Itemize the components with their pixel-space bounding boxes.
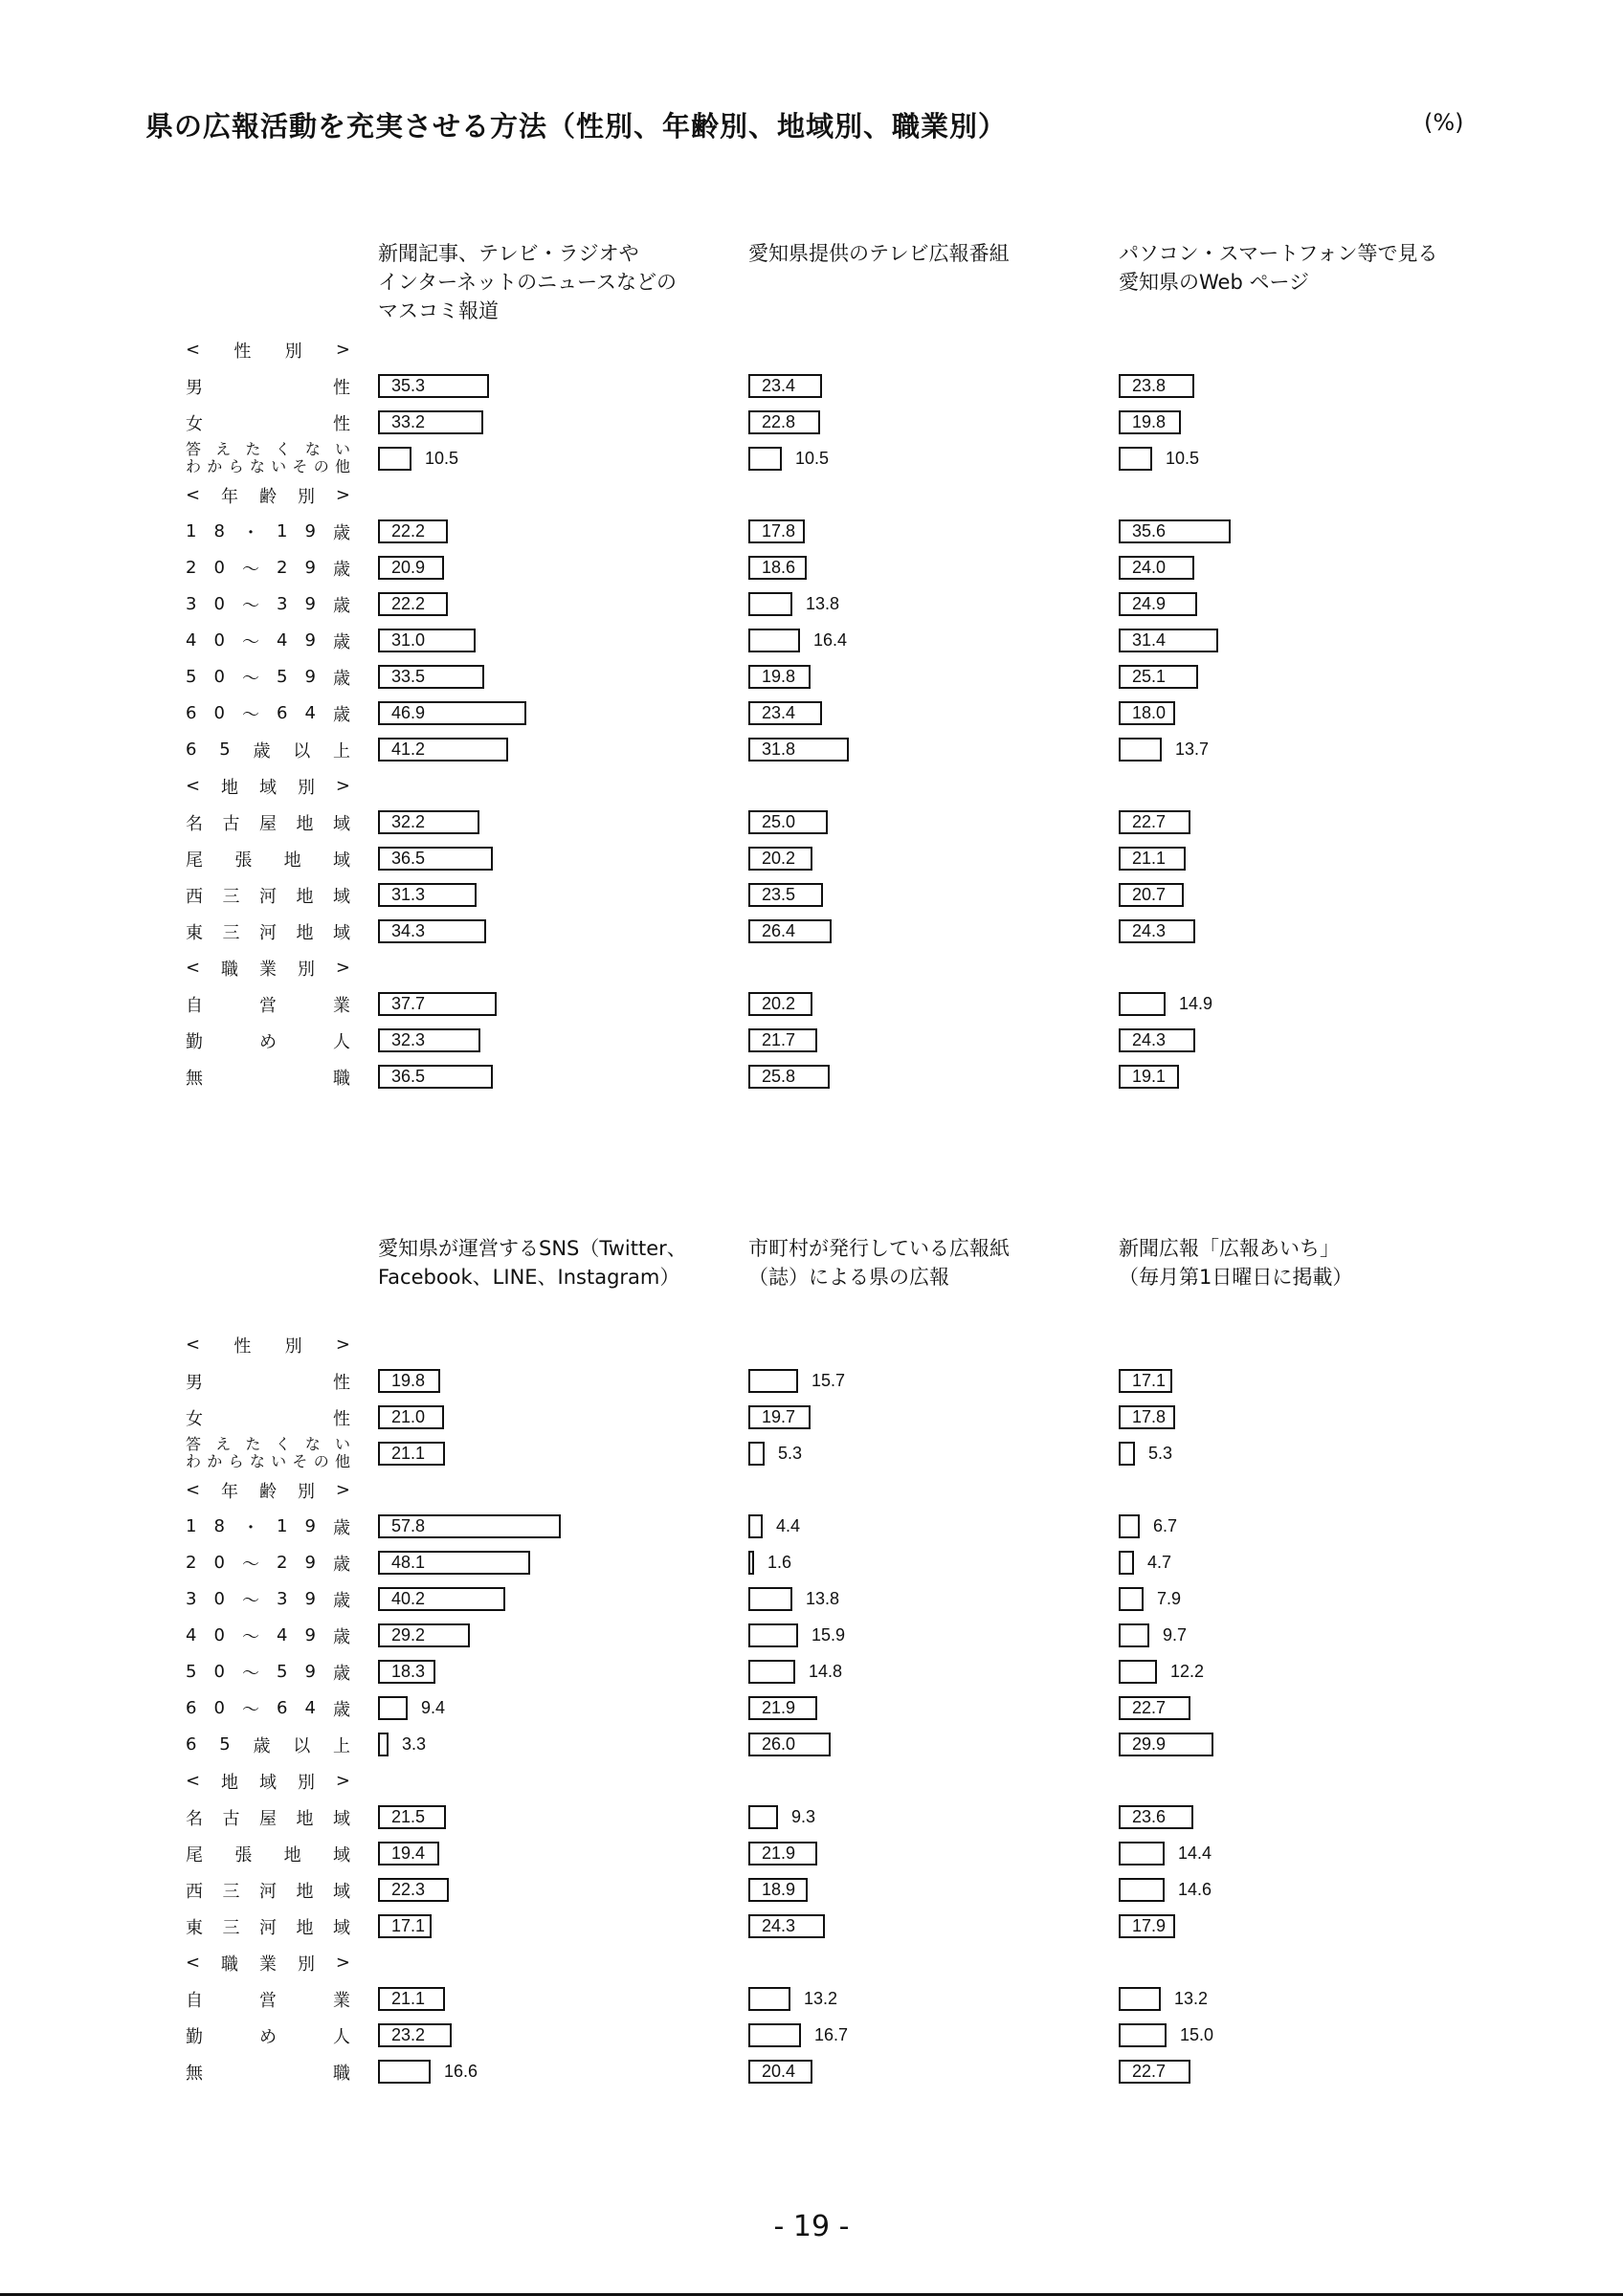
data-label: 33.2 bbox=[391, 412, 426, 431]
data-label: 22.7 bbox=[1132, 812, 1167, 831]
data-label: 29.2 bbox=[391, 1625, 426, 1645]
row-label: 自 営 業 bbox=[186, 995, 350, 1016]
data-label: 31.8 bbox=[762, 740, 796, 759]
bar bbox=[748, 1587, 792, 1611]
data-label: 19.4 bbox=[391, 1843, 426, 1863]
data-label: 24.9 bbox=[1132, 594, 1167, 613]
bar bbox=[378, 1696, 408, 1720]
data-label: 14.4 bbox=[1178, 1843, 1212, 1863]
bar bbox=[748, 1660, 795, 1684]
data-label: 17.8 bbox=[1132, 1407, 1167, 1426]
bar bbox=[748, 629, 800, 652]
row-label: 1 8 ・ 1 9 歳 bbox=[186, 521, 350, 543]
data-label: 19.8 bbox=[391, 1371, 426, 1390]
row-label: 5 0 ～ 5 9 歳 bbox=[186, 1662, 350, 1684]
data-label: 34.3 bbox=[391, 921, 426, 940]
data-label: 26.0 bbox=[762, 1734, 796, 1754]
data-label: 22.3 bbox=[391, 1880, 426, 1899]
data-label: 16.4 bbox=[813, 630, 848, 650]
column-header: 新聞記事、テレビ・ラジオや インターネットのニュースなどの マスコミ報道 bbox=[378, 242, 678, 322]
data-label: 17.8 bbox=[762, 521, 796, 541]
row-label: 勤 め 人 bbox=[186, 1031, 350, 1052]
data-label: 21.1 bbox=[1132, 849, 1167, 868]
row-label: 3 0 ～ 3 9 歳 bbox=[186, 594, 350, 616]
bar bbox=[748, 1442, 765, 1466]
section-label: < 職 業 別 > bbox=[186, 958, 350, 980]
page-title: 県の広報活動を充実させる方法（性別、年齢別、地域別、職業別） bbox=[145, 110, 1008, 143]
data-label: 18.9 bbox=[762, 1880, 796, 1899]
data-label: 24.0 bbox=[1132, 558, 1167, 577]
data-label: 21.5 bbox=[391, 1807, 426, 1826]
data-label: 24.3 bbox=[1132, 921, 1167, 940]
data-label: 22.7 bbox=[1132, 1698, 1167, 1717]
bar bbox=[1119, 1442, 1135, 1466]
bar bbox=[1119, 738, 1162, 762]
row-label: 名 古 屋 地 域 bbox=[186, 813, 350, 834]
bar bbox=[1119, 992, 1166, 1016]
data-label: 15.9 bbox=[812, 1625, 846, 1645]
data-label: 23.6 bbox=[1132, 1807, 1167, 1826]
bar bbox=[1119, 1987, 1161, 2011]
data-label: 9.4 bbox=[421, 1698, 446, 1717]
bar bbox=[748, 1623, 798, 1647]
bar bbox=[1119, 1660, 1157, 1684]
data-label: 3.3 bbox=[402, 1734, 427, 1754]
data-label: 10.5 bbox=[1166, 449, 1200, 468]
row-label: 6 0 ～ 6 4 歳 bbox=[186, 703, 350, 725]
row-label: 名 古 屋 地 域 bbox=[186, 1808, 350, 1829]
data-label: 21.9 bbox=[762, 1698, 796, 1717]
data-label: 10.5 bbox=[795, 449, 830, 468]
data-label: 24.3 bbox=[1132, 1030, 1167, 1049]
data-label: 32.2 bbox=[391, 812, 426, 831]
data-label: 22.8 bbox=[762, 412, 796, 431]
section-label: < 職 業 別 > bbox=[186, 1953, 350, 1975]
bar bbox=[378, 1733, 389, 1756]
row-label: 5 0 ～ 5 9 歳 bbox=[186, 667, 350, 689]
data-label: 12.2 bbox=[1170, 1662, 1205, 1681]
data-label: 31.0 bbox=[391, 630, 426, 650]
row-label-line: わ か ら な い そ の 他 bbox=[186, 1452, 350, 1470]
data-label: 37.7 bbox=[391, 994, 426, 1013]
bar bbox=[1119, 1587, 1144, 1611]
data-label: 57.8 bbox=[391, 1516, 426, 1535]
data-label: 36.5 bbox=[391, 1067, 426, 1086]
bar bbox=[748, 1987, 790, 2011]
row-label: 3 0 ～ 3 9 歳 bbox=[186, 1589, 350, 1611]
bar bbox=[1119, 1514, 1140, 1538]
data-label: 6.7 bbox=[1153, 1516, 1178, 1535]
data-label: 13.7 bbox=[1175, 740, 1210, 759]
row-label: 西 三 河 地 域 bbox=[186, 886, 350, 907]
data-label: 22.2 bbox=[391, 594, 426, 613]
data-label: 31.3 bbox=[391, 885, 426, 904]
data-label: 29.9 bbox=[1132, 1734, 1167, 1754]
data-label: 4.4 bbox=[776, 1516, 801, 1535]
row-label: 女 性 bbox=[186, 413, 350, 434]
data-label: 23.4 bbox=[762, 376, 796, 395]
row-label: 無 職 bbox=[186, 2063, 350, 2084]
row-label: 2 0 ～ 2 9 歳 bbox=[186, 1553, 350, 1575]
section-label: < 年 齢 別 > bbox=[186, 485, 350, 507]
row-label: 尾 張 地 域 bbox=[186, 1844, 350, 1866]
bar bbox=[748, 1514, 763, 1538]
row-label: 勤 め 人 bbox=[186, 2026, 350, 2047]
data-label: 13.8 bbox=[806, 1589, 840, 1608]
chart-panel-top bbox=[0, 220, 1623, 1100]
bar bbox=[748, 1551, 754, 1575]
row-label: 西 三 河 地 域 bbox=[186, 1881, 350, 1902]
data-label: 21.7 bbox=[762, 1030, 796, 1049]
data-label: 48.1 bbox=[391, 1553, 426, 1572]
row-label: 尾 張 地 域 bbox=[186, 850, 350, 871]
unit-label: (%) bbox=[1424, 109, 1464, 136]
row-label: 6 5 歳 以 上 bbox=[186, 740, 350, 762]
row-label: 自 営 業 bbox=[186, 1990, 350, 2011]
data-label: 25.0 bbox=[762, 812, 796, 831]
data-label: 5.3 bbox=[778, 1444, 803, 1463]
row-label: 1 8 ・ 1 9 歳 bbox=[186, 1516, 350, 1538]
row-label: 4 0 ～ 4 9 歳 bbox=[186, 1625, 350, 1647]
bar bbox=[1119, 447, 1152, 471]
row-label: 東 三 河 地 域 bbox=[186, 1917, 350, 1938]
data-label: 19.8 bbox=[1132, 412, 1167, 431]
data-label: 26.4 bbox=[762, 921, 796, 940]
data-label: 19.7 bbox=[762, 1407, 796, 1426]
bar bbox=[748, 592, 792, 616]
data-label: 25.8 bbox=[762, 1067, 796, 1086]
data-label: 36.5 bbox=[391, 849, 426, 868]
bar bbox=[1119, 1842, 1165, 1866]
bar bbox=[748, 1805, 778, 1829]
bar bbox=[1119, 1623, 1149, 1647]
data-label: 7.9 bbox=[1157, 1589, 1182, 1608]
page-number: - 19 - bbox=[773, 2210, 850, 2243]
row-label-line: 答 え た く な い bbox=[186, 440, 350, 458]
data-label: 18.0 bbox=[1132, 703, 1167, 722]
row-label bbox=[186, 441, 350, 475]
data-label: 23.8 bbox=[1132, 376, 1167, 395]
data-label: 16.7 bbox=[814, 2025, 849, 2044]
data-label: 23.5 bbox=[762, 885, 796, 904]
section-label: < 地 域 別 > bbox=[186, 776, 350, 798]
data-label: 35.6 bbox=[1132, 521, 1167, 541]
row-label: 2 0 ～ 2 9 歳 bbox=[186, 558, 350, 580]
bar bbox=[748, 447, 782, 471]
data-label: 15.7 bbox=[812, 1371, 846, 1390]
data-label: 21.1 bbox=[391, 1444, 426, 1463]
data-label: 22.2 bbox=[391, 521, 426, 541]
row-label: 女 性 bbox=[186, 1408, 350, 1429]
data-label: 21.0 bbox=[391, 1407, 426, 1426]
bar bbox=[378, 2060, 431, 2084]
data-label: 13.2 bbox=[804, 1989, 838, 2008]
data-label: 41.2 bbox=[391, 740, 426, 759]
column-header: 市町村が発行している広報紙 （誌）による県の広報 bbox=[748, 1237, 1010, 1289]
data-label: 33.5 bbox=[391, 667, 426, 686]
data-label: 20.2 bbox=[762, 849, 796, 868]
data-label: 31.4 bbox=[1132, 630, 1167, 650]
section-label: < 地 域 別 > bbox=[186, 1771, 350, 1793]
data-label: 14.9 bbox=[1179, 994, 1213, 1013]
section-label: < 性 別 > bbox=[186, 1335, 350, 1357]
row-label: 6 0 ～ 6 4 歳 bbox=[186, 1698, 350, 1720]
data-label: 5.3 bbox=[1148, 1444, 1173, 1463]
data-label: 40.2 bbox=[391, 1589, 426, 1608]
column-header: 新聞広報「広報あいち」 （毎月第1日曜日に掲載） bbox=[1119, 1237, 1353, 1289]
data-label: 25.1 bbox=[1132, 667, 1167, 686]
column-header: 愛知県が運営するSNS（Twitter、 Facebook、LINE、Instagram） bbox=[378, 1237, 687, 1289]
data-label: 1.6 bbox=[767, 1553, 792, 1572]
section-label: < 性 別 > bbox=[186, 340, 350, 362]
row-label: 東 三 河 地 域 bbox=[186, 922, 350, 943]
data-label: 18.3 bbox=[391, 1662, 426, 1681]
bar bbox=[378, 447, 411, 471]
data-label: 17.9 bbox=[1132, 1916, 1167, 1935]
data-label: 20.4 bbox=[762, 2062, 796, 2081]
row-label: 男 性 bbox=[186, 377, 350, 398]
data-label: 23.2 bbox=[391, 2025, 426, 2044]
section-label: < 年 齢 別 > bbox=[186, 1480, 350, 1502]
row-label-line: わ か ら な い そ の 他 bbox=[186, 457, 350, 475]
data-label: 14.8 bbox=[809, 1662, 843, 1681]
data-label: 19.1 bbox=[1132, 1067, 1167, 1086]
data-label: 20.2 bbox=[762, 994, 796, 1013]
data-label: 22.7 bbox=[1132, 2062, 1167, 2081]
data-label: 17.1 bbox=[391, 1916, 426, 1935]
data-label: 23.4 bbox=[762, 703, 796, 722]
data-label: 16.6 bbox=[444, 2062, 478, 2081]
row-label: 4 0 ～ 4 9 歳 bbox=[186, 630, 350, 652]
data-label: 13.8 bbox=[806, 594, 840, 613]
data-label: 21.1 bbox=[391, 1989, 426, 2008]
data-label: 35.3 bbox=[391, 376, 426, 395]
data-label: 4.7 bbox=[1147, 1553, 1172, 1572]
column-header: パソコン・スマートフォン等で見る 愛知県のWeb ページ bbox=[1119, 242, 1438, 294]
data-label: 10.5 bbox=[425, 449, 459, 468]
bar bbox=[1119, 1551, 1134, 1575]
data-label: 20.7 bbox=[1132, 885, 1167, 904]
row-label-line: 答 え た く な い bbox=[186, 1435, 350, 1453]
row-label: 6 5 歳 以 上 bbox=[186, 1734, 350, 1756]
data-label: 46.9 bbox=[391, 703, 426, 722]
data-label: 18.6 bbox=[762, 558, 796, 577]
row-label: 男 性 bbox=[186, 1372, 350, 1393]
data-label: 20.9 bbox=[391, 558, 426, 577]
data-label: 15.0 bbox=[1180, 2025, 1214, 2044]
bar bbox=[748, 1369, 798, 1393]
column-header: 愛知県提供のテレビ広報番組 bbox=[748, 242, 1010, 265]
data-label: 21.9 bbox=[762, 1843, 796, 1863]
data-label: 14.6 bbox=[1178, 1880, 1212, 1899]
chart-panel-bottom bbox=[0, 1215, 1623, 2124]
bar bbox=[748, 2023, 801, 2047]
bar bbox=[1119, 1878, 1165, 1902]
data-label: 9.3 bbox=[791, 1807, 816, 1826]
bar bbox=[1119, 2023, 1167, 2047]
data-label: 17.1 bbox=[1132, 1371, 1167, 1390]
row-label bbox=[186, 1436, 350, 1470]
row-label: 無 職 bbox=[186, 1068, 350, 1089]
data-label: 24.3 bbox=[762, 1916, 796, 1935]
data-label: 13.2 bbox=[1174, 1989, 1209, 2008]
data-label: 19.8 bbox=[762, 667, 796, 686]
data-label: 9.7 bbox=[1163, 1625, 1188, 1645]
data-label: 32.3 bbox=[391, 1030, 426, 1049]
